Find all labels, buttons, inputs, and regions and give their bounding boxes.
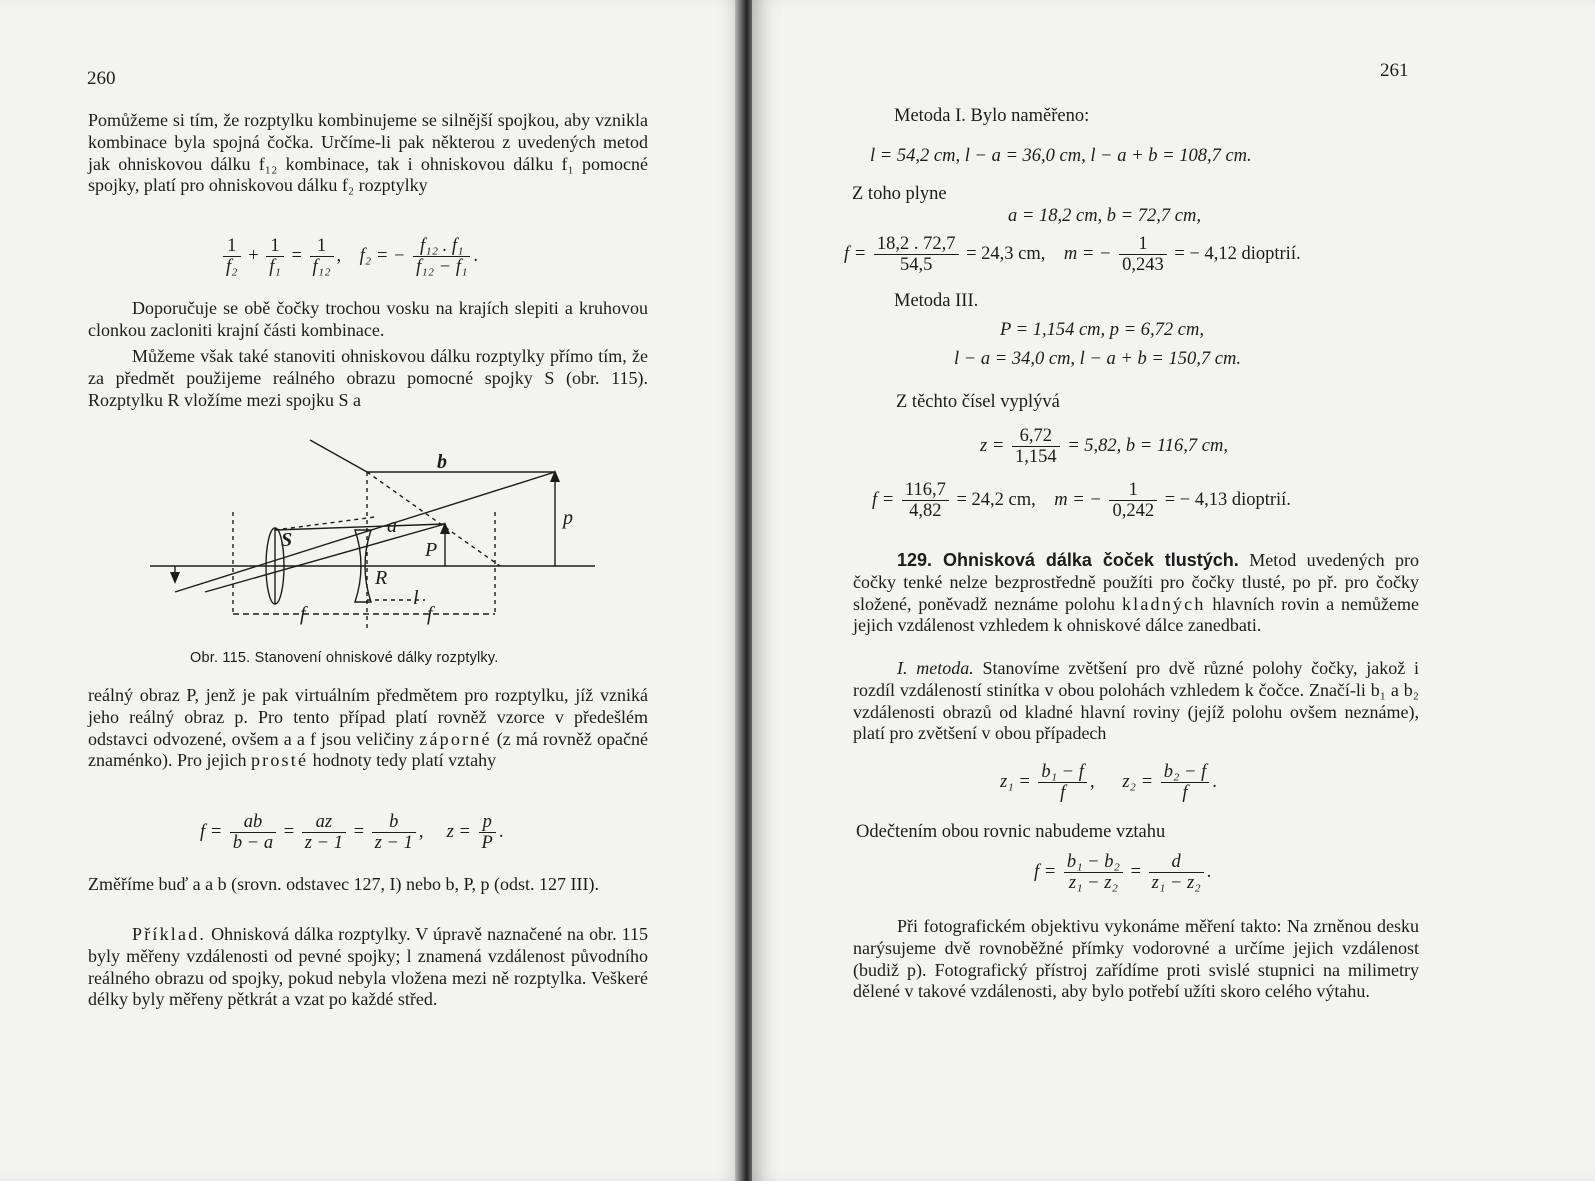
z-toho-plyne: Z toho plyne: [852, 184, 947, 204]
label-l: l: [413, 587, 419, 609]
equation-focal-relations: f = $\frac{ab}{b - a}$ = $\frac{az}{z - 1}$ = $\frac{b}{z - 1}$ , z = $\frac{p}{P}$ .: [200, 812, 504, 853]
label-P: P: [425, 539, 438, 561]
left-page: [0, 0, 745, 1181]
page-number-right: 261: [1380, 60, 1409, 81]
figure-caption: Obr. 115. Stanovení ohniskové dálky rozptylky.: [190, 650, 499, 666]
label-f2: f: [427, 603, 433, 625]
paragraph-combination: Pomůžeme si tím, že rozptylku kombinujeme se silnější spojkou, aby vznikla kombinace byla spojná čočka. Určíme-li pak některou z uvedených metod jak ohniskovou dálku f₁₂ kombinace, tak i ohniskovou dálku f₁ pomocné spojky, platí pro ohniskovou dálku f₂ rozptylky: [88, 110, 648, 196]
magnification-equations: z₁ = $\frac{\text{b₁ − f}}{f}$ , z₂ = $\frac{\text{b₂ − f}}{f}$ .: [1000, 762, 1217, 803]
method-1-equation: f = $\frac{18,2 . 72,7}{54,5}$ = 24,3 cm, m = − $\frac{1}{0,243}$ = − 4,12 dioptrií.: [844, 234, 1301, 275]
z-techto-cisel: Z těchto čísel vyplývá: [896, 392, 1060, 412]
equation-focal-combination: $\frac{1}{\text{f₂}}$ + $\frac{1}{\text{f₁}}$ = $\frac{1}{\text{f₁₂}}$ , f₂ = − $\frac{\text{f₁₂ . f₁}}{\text{f₁₂ − f₁}}$ .: [220, 236, 478, 277]
method-1-measurements: l = 54,2 cm, l − a = 36,0 cm, l − a + b = 108,7 cm.: [870, 146, 1252, 166]
label-p: p: [563, 507, 573, 529]
label-S: S: [281, 529, 293, 551]
method-3-title: Metoda III.: [894, 291, 979, 311]
label-f1: f: [300, 603, 306, 625]
method-1-title: Metoda I. Bylo naměřeno:: [894, 106, 1090, 126]
method-3-measurements-2: l − a = 34,0 cm, l − a + b = 150,7 cm.: [954, 349, 1241, 369]
label-b: b: [437, 451, 447, 473]
right-page: [752, 0, 1595, 1181]
label-R: R: [375, 567, 388, 589]
odectenim-line: Odečtením obou rovnic nabudeme vztahu: [856, 822, 1166, 842]
paragraph-glue: Doporučuje se obě čočky trochou vosku na krajích slepiti a kruhovou clonkou zacloniti krajní části kombinace.: [88, 298, 648, 340]
incoming-ray: [310, 440, 367, 472]
label-a: a: [387, 515, 397, 537]
section-129-heading: 129. Ohnisková dálka čoček tlustých.: [897, 550, 1239, 570]
method-i-paragraph: I. metoda. Stanovíme zvětšení pro dvě různé polohy čočky, jakož i rozdíl vzdáleností stinítka v obou polohách vzhledem k čočce. Značí-li b₁ a b₂ vzdálenosti obrazů od kladné hlavní roviny (jejíž polohu ovšem neznáme), platí pro zvětšení v obou případech: [853, 658, 1419, 744]
method-3-equation-1: z = $\frac{6,72}{1,154}$ = 5,82, b = 116,7 cm,: [980, 426, 1228, 467]
paragraph-measure: Změříme buď a a b (srovn. odstavec 127, I) nebo b, P, p (odst. 127 III).: [88, 874, 600, 894]
paragraph-direct: Můžeme však také stanoviti ohniskovou dálku rozptylky přímo tím, že za předmět použijeme reálného obrazu pomocné spojky S (obr. 115). Rozptylku R vložíme mezi spojku S a: [88, 346, 648, 410]
paragraph-example: Příklad. Ohnisková dálka rozptylky. V úpravě naznačené na obr. 115 byly měřeny vzdálenosti od pevné spojky; l znamená vzdálenost původního reálného obrazu od spojky, pokud nebyla vložena mezi ně rozptylka. Veškeré délky byly měřeny pětkrát a vzat po každé střed.: [88, 924, 648, 1010]
section-129-paragraph: 129. Ohnisková dálka čoček tlustých. Metod uvedených pro čočky tenké nelze bezprostředně použíti pro čočky tlusté, po př. pro čočky složené, poněvadž neznáme polohu kladných hlavních rovin a nemůžeme jejich vzdálenost vzhledem k ohniskové dálce zanedbati.: [853, 550, 1419, 636]
paragraph-virtual-object: reálný obraz P, jenž je pak virtuálním předmětem pro rozptylku, jíž vzniká jeho reálný obraz p. Pro tento případ platí rovněž vzorce v předešlém odstavci odvozené, ovšem a a f jsou veličiny záporné (z má rovněž opačné znaménko). Pro jejich prosté hodnoty tedy platí vztahy: [88, 685, 648, 771]
method-3-equation-2: f = $\frac{116,7}{4,82}$ = 24,2 cm, m = − $\frac{1}{0,242}$ = − 4,13 dioptrií.: [872, 480, 1291, 521]
method-1-results: a = 18,2 cm, b = 72,7 cm,: [1008, 206, 1201, 226]
page-number-left: 260: [87, 68, 116, 89]
focal-difference-equation: f = $\frac{\text{b₁ − b₂}}{\text{z₁ − z₂}}$ = $\frac{d}{\text{z₁ − z₂}}$ .: [1034, 852, 1212, 893]
photographic-objective-paragraph: Při fotografickém objektivu vykonáme měření takto: Na zrněnou desku narýsujeme dvě rovnoběžné přímky vodorovné a určíme jejich vzdálenost (budiž p). Fotografický přístroj zařídíme proti svislé stupnici na milimetry dělené v takové vzdálenosti, aby bylo potřebí užíti skoro celého výtahu.: [853, 916, 1419, 1002]
method-3-measurements-1: P = 1,154 cm, p = 6,72 cm,: [1000, 320, 1204, 340]
figure-115-diagram: [145, 432, 605, 644]
